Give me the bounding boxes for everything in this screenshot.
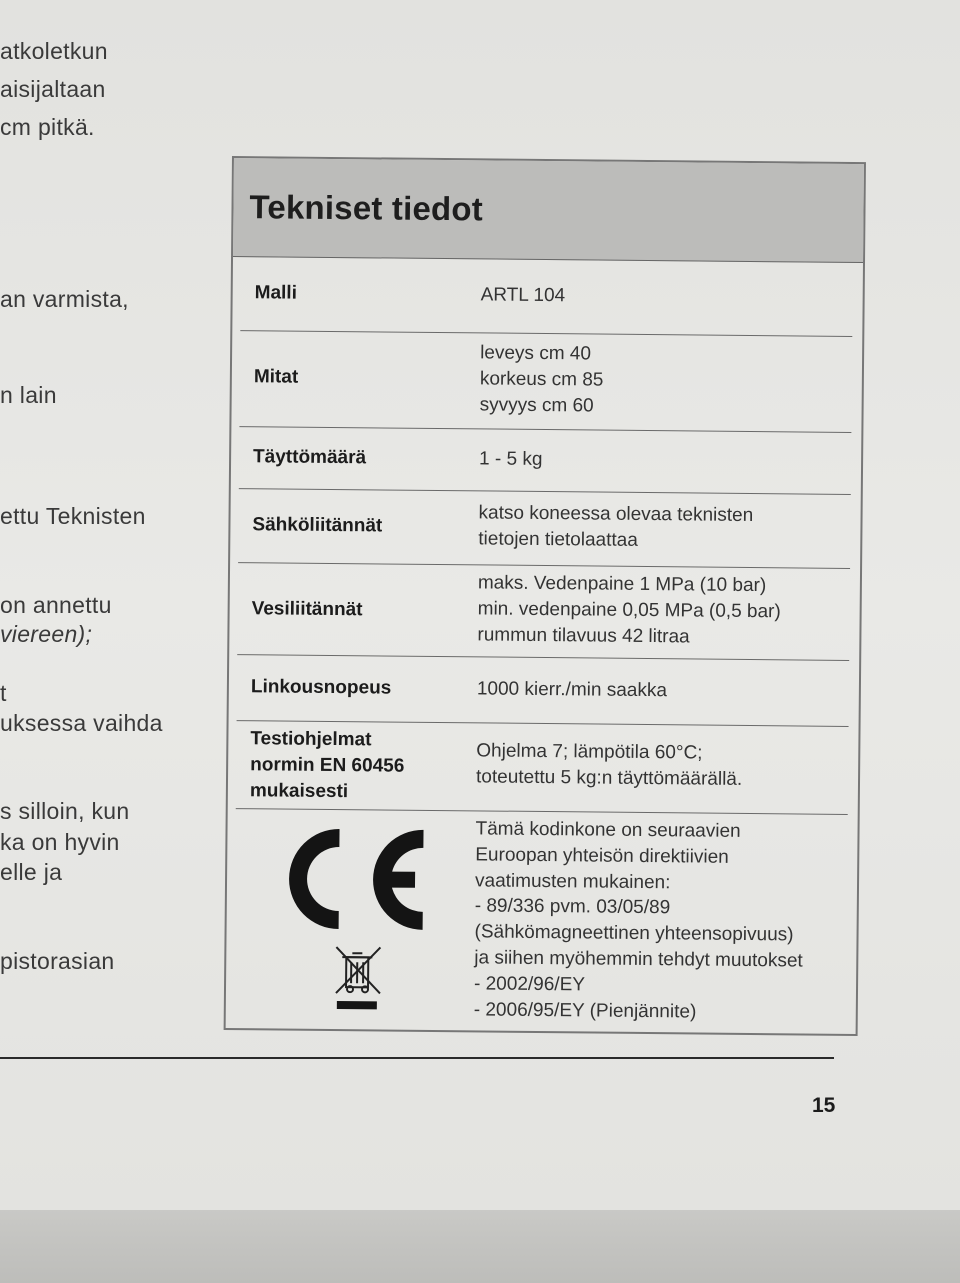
spec-value-line: leveys cm 40 (480, 342, 592, 365)
compliance-line: - 2006/95/EY (Pienjännite) (473, 998, 697, 1023)
left-column-line: t (0, 680, 7, 706)
spec-value-line: maks. Vedenpaine 1 MPa (10 bar) (477, 572, 767, 597)
spec-label (252, 512, 382, 539)
spec-value-line: 1 - 5 kg (479, 448, 543, 470)
weee-bin-icon (336, 947, 381, 1009)
spec-value-line: katso koneessa olevaa teknisten (478, 502, 754, 527)
spec-label-line: Vesiliitännät (251, 598, 363, 621)
compliance-line: ja siihen myöhemmin tehdyt muutokset (474, 947, 803, 972)
spec-label-line: Sähköliitännät (252, 514, 383, 537)
spec-value (479, 446, 543, 473)
spec-label-line: Täyttömäärä (253, 446, 367, 469)
compliance-line: Tämä kodinkone on seuraavien (475, 818, 741, 842)
table-title-bar (233, 158, 864, 263)
spec-label-line: Testiohjelmat (250, 728, 372, 751)
compliance-line: vaatimusten mukainen: (474, 869, 671, 893)
spec-value (477, 676, 667, 704)
compliance-line: (Sähkömagneettinen yhteensopivuus) (474, 921, 794, 946)
tech-specs-table (224, 156, 866, 1036)
spec-label (251, 674, 392, 701)
left-column-line: pistorasian (0, 948, 115, 974)
spec-label-line: Malli (254, 282, 298, 304)
left-column-line: cm pitkä. (0, 114, 95, 140)
spec-row (239, 330, 852, 433)
spec-label (255, 280, 297, 306)
spec-value-line: Ohjelma 7; lämpötila 60°C; (476, 740, 703, 764)
spec-label (250, 726, 405, 805)
spec-value-line: tietojen tietolaattaa (478, 528, 638, 551)
spec-row (240, 256, 853, 337)
page-edge-shadow (0, 1210, 960, 1283)
left-column-line: n lain (0, 382, 57, 408)
page-number: 15 (812, 1094, 836, 1117)
compliance-marks (282, 819, 444, 1021)
spec-row (236, 720, 849, 815)
left-column-line: an varmista, (0, 286, 129, 312)
spec-label-line: Linkousnopeus (250, 676, 392, 699)
spec-label (253, 444, 366, 471)
spec-label-line: normin EN 60456 (250, 754, 405, 777)
spec-value-line: toteutettu 5 kg:n täyttömäärällä. (475, 766, 743, 790)
spec-value-line: min. vedenpaine 0,05 MPa (0,5 bar) (477, 598, 781, 623)
left-column-line: ettu Teknisten (0, 503, 146, 529)
spec-value (479, 340, 603, 419)
spec-value-line: rummun tilavuus 42 litraa (477, 624, 690, 648)
spec-value-line: syvyys cm 60 (479, 394, 594, 417)
left-column-line: aisijaltaan (0, 76, 106, 102)
ce-mark (289, 829, 424, 930)
spec-value-line: 1000 kierr./min saakka (476, 678, 668, 702)
spec-row (237, 654, 850, 727)
spec-value (477, 570, 781, 651)
spec-row (239, 426, 852, 495)
left-column-line: ka on hyvin (0, 829, 120, 855)
footer-rule (0, 1057, 834, 1059)
left-column-line: on annettu (0, 592, 112, 618)
spec-label-line: mukaisesti (249, 780, 349, 803)
left-column-line: uksessa vaihda (0, 710, 163, 736)
spec-label (252, 596, 363, 623)
table-title: Tekniset tiedot (249, 188, 484, 228)
spec-value (478, 500, 753, 555)
spec-value-line: korkeus cm 85 (479, 368, 604, 391)
compliance-row (234, 808, 848, 1028)
spec-row (238, 488, 851, 569)
left-column-line: atkoletkun (0, 38, 108, 64)
spec-row (237, 562, 850, 661)
compliance-line: - 2002/96/EY (473, 973, 586, 996)
left-column-line: s silloin, kun (0, 798, 130, 824)
left-column-line: elle ja (0, 859, 63, 885)
spec-label-line: Mitat (253, 366, 299, 388)
spec-label (254, 364, 299, 390)
spec-value (481, 282, 566, 309)
spec-value-line: ARTL 104 (480, 284, 566, 307)
left-column-line: viereen); (0, 621, 93, 647)
compliance-text (474, 816, 804, 1026)
compliance-line: - 89/336 pvm. 03/05/89 (474, 895, 671, 919)
spec-value (476, 738, 743, 793)
compliance-line: Euroopan yhteisön direktiivien (475, 844, 729, 868)
